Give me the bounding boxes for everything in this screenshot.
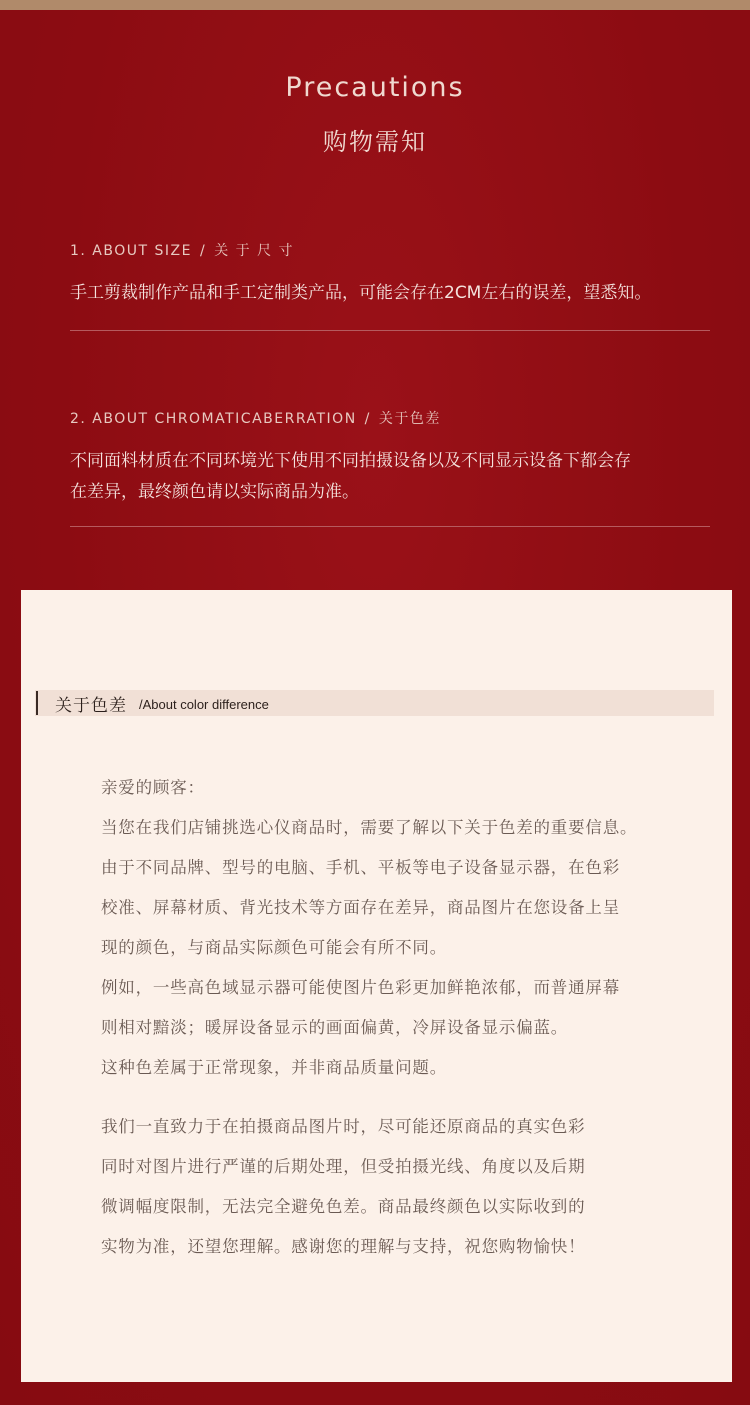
section-heading-color bbox=[70, 408, 441, 428]
section-heading-size bbox=[70, 240, 294, 260]
section-heading-cn: 关 于 尺 寸 bbox=[214, 243, 295, 259]
separator: / bbox=[199, 243, 207, 259]
paragraph-line: 例如，一些高色域显示器可能使图片色彩更加鲜艳浓郁，而普通屏幕 bbox=[101, 978, 620, 997]
paragraph-line: 由于不同品牌、型号的电脑、手机、平板等电子设备显示器，在色彩 bbox=[101, 858, 620, 877]
paragraph-line: 亲爱的顾客： bbox=[101, 778, 205, 797]
top-border bbox=[0, 0, 750, 10]
body-line: 不同面料材质在不同环境光下使用不同拍摄设备以及不同显示设备下都会存 bbox=[70, 451, 631, 471]
paragraph-line: 则相对黯淡；暖屏设备显示的画面偏黄，冷屏设备显示偏蓝。 bbox=[101, 1018, 569, 1037]
section-heading-cn: 关于色差 bbox=[378, 411, 441, 427]
paragraph-line: 现的颜色，与商品实际颜色可能会有所不同。 bbox=[101, 938, 447, 957]
body-line: 在差异，最终颜色请以实际商品为准。 bbox=[70, 482, 359, 502]
page-title-en: Precautions bbox=[285, 72, 465, 103]
panel-heading-bar bbox=[35, 690, 714, 716]
paragraph-line: 这种色差属于正常现象，并非商品质量问题。 bbox=[101, 1058, 447, 1077]
color-difference-panel bbox=[21, 590, 732, 1382]
divider bbox=[70, 330, 710, 331]
section-heading-en: 2. ABOUT CHROMATICABERRATION bbox=[70, 411, 357, 427]
divider bbox=[70, 526, 710, 527]
section-body-color bbox=[70, 446, 710, 508]
paragraph-line: 我们一直致力于在拍摄商品图片时，尽可能还原商品的真实色彩 bbox=[101, 1117, 586, 1136]
paragraph-line: 校准、屏幕材质、背光技术等方面存在差异，商品图片在您设备上呈 bbox=[101, 898, 620, 917]
section-body-size: 手工剪裁制作产品和手工定制类产品，可能会存在2CM左右的误差，望悉知。 bbox=[70, 283, 652, 303]
paragraph-line: 同时对图片进行严谨的后期处理，但受拍摄光线、角度以及后期 bbox=[101, 1157, 586, 1176]
notice-paragraph-2 bbox=[101, 1107, 701, 1267]
notice-paragraph-1 bbox=[101, 768, 701, 1088]
paragraph-line: 微调幅度限制，无法完全避免色差。商品最终颜色以实际收到的 bbox=[101, 1197, 586, 1216]
paragraph-line: 当您在我们店铺挑选心仪商品时，需要了解以下关于色差的重要信息。 bbox=[101, 818, 638, 837]
panel-heading-en: /About color difference bbox=[139, 697, 269, 712]
panel-heading-cn: 关于色差 bbox=[55, 696, 127, 716]
separator: / bbox=[364, 411, 371, 427]
section-heading-en: 1. ABOUT SIZE bbox=[70, 243, 192, 259]
paragraph-line: 实物为准，还望您理解。感谢您的理解与支持，祝您购物愉快！ bbox=[101, 1237, 586, 1256]
panel-heading-marker bbox=[36, 691, 38, 715]
page-title-cn: 购物需知 bbox=[323, 128, 427, 156]
